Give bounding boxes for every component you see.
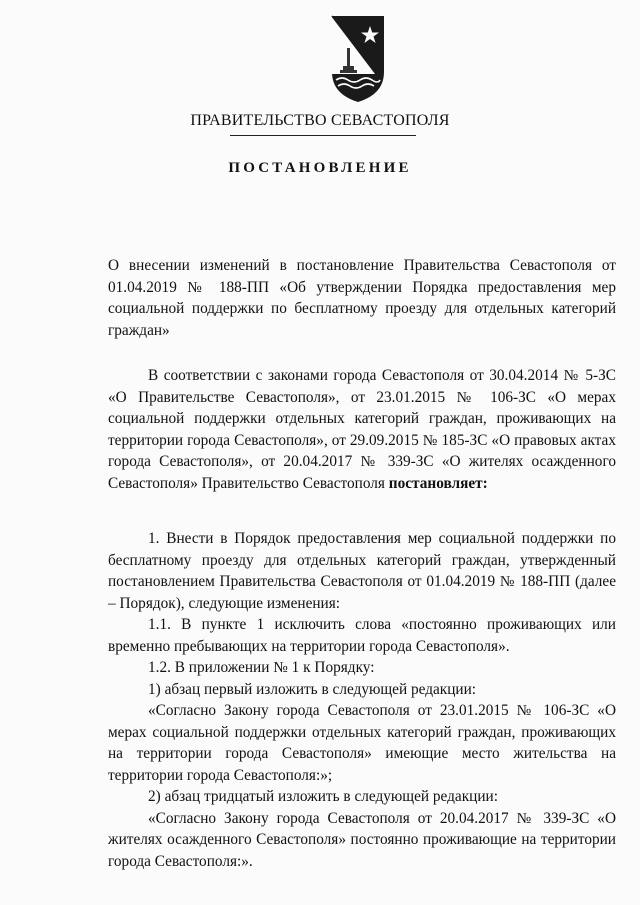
preamble-verb: постановляет: [388,474,488,492]
body-text [108,528,616,872]
coat-of-arms-emblem [330,14,386,104]
paragraph-item-1: 1) абзац первый изложить в следующей редакции: [148,680,477,698]
paragraph-1-1: 1.1. В пункте 1 исключить слова «постоянно проживающих или временно пребывающих на территории города Севастополя». [108,616,616,655]
paragraph-1-2: 1.2. В приложении № 1 к Порядку: [148,659,375,676]
document-title: О внесении изменений в постановление Правительства Севастополя от 01.04.2019 № 188-ПП «Об утверждении Порядка предоставления мер социальной поддержки по бесплатному проезду для отдельных категорий граждан» [108,257,616,339]
document-type: ПОСТАНОВЛЕНИЕ [228,160,412,176]
paragraph-quote-1: «Согласно Закону города Севастополя от 23.01.2015 № 106-ЗС «О мерах социальной поддержки отдельных категорий граждан, проживающих на территории города Севастополя» имеющие место жительства на территории города Севастополя:»; [108,702,616,784]
preamble [108,365,616,494]
paragraph-quote-2: «Согласно Закону города Севастополя от 20.04.2017 № 339-ЗС «О жителях осажденного Севастополя» постоянно проживающие на территории города Севастополя:». [108,809,616,870]
paragraph-item-2: 2) абзац тридцатый изложить в следующей редакции: [148,788,498,805]
organization-name: ПРАВИТЕЛЬСТВО СЕВАСТОПОЛЯ [190,112,450,129]
organization-underline [230,135,416,136]
paragraph-1: 1. Внести в Порядок предоставления мер социальной поддержки по бесплатному проезду для отдельных категорий граждан, утвержденный постановлением Правительства Севастополя от 01.04.2019 № 188-ПП (далее – Порядок), следующие изменения: [108,530,616,612]
preamble-text: В соответствии с законами города Севастополя от 30.04.2014 № 5-ЗС «О Правительстве Севастополя», от 23.01.2015 № 106-ЗС «О мерах социальной поддержки отдельных категорий граждан, проживающих на территории города Севастополя», от 29.09.2015 № 185-ЗС «О правовых актах города Севастополя», от 20.04.2017 № 339-ЗС «О жителях осажденного Севастополя» Правительство Севастополя [108,367,616,492]
